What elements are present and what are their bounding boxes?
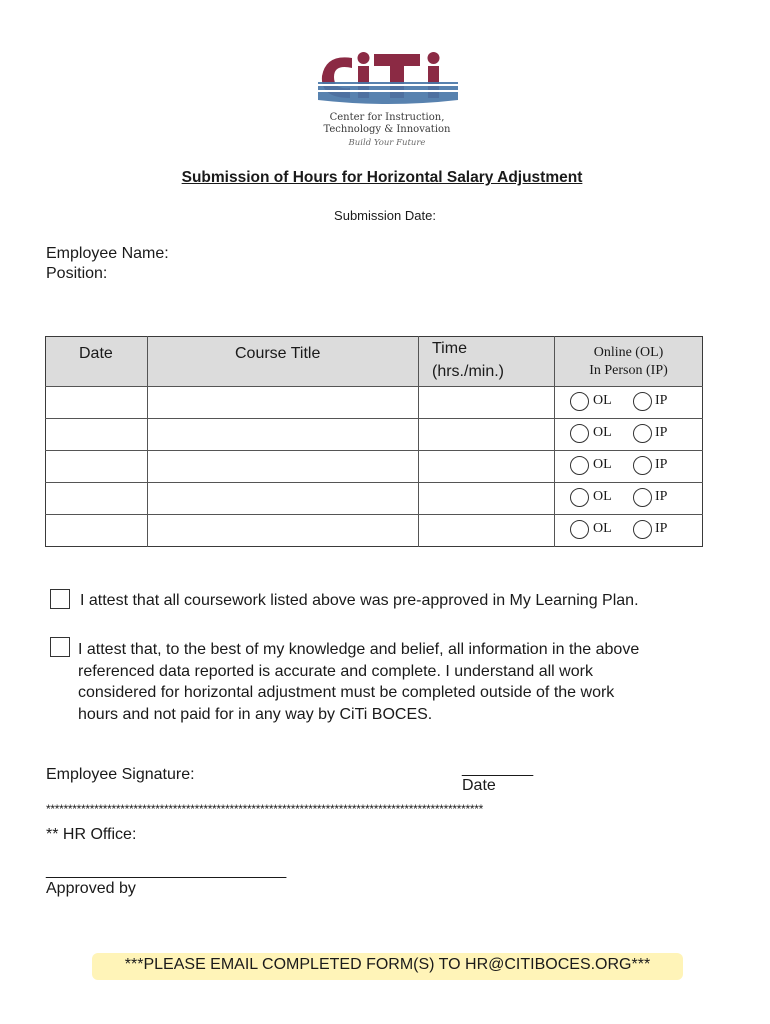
preapproval-attestation-text: I attest that all coursework listed above was pre-approved in My Learning Plan. bbox=[80, 592, 639, 609]
logo-line-1: Center for Instruction, bbox=[329, 112, 445, 123]
table-row bbox=[554, 386, 703, 418]
form-title: Submission of Hours for Horizontal Salary Adjustment bbox=[181, 169, 583, 186]
in-person-radio[interactable] bbox=[633, 424, 652, 443]
online-radio-label: OL bbox=[593, 489, 612, 504]
header-time-units: (hrs./min.) bbox=[432, 363, 504, 380]
employee-name-label: Employee Name: bbox=[46, 245, 169, 262]
online-radio[interactable] bbox=[570, 488, 589, 507]
online-radio-label: OL bbox=[593, 393, 612, 408]
in-person-radio-label: IP bbox=[655, 457, 668, 472]
accuracy-attestation-line-4: hours and not paid for in any way by CiTi BOCES. bbox=[78, 705, 433, 723]
accuracy-checkbox[interactable] bbox=[50, 637, 70, 657]
header-mode-online: Online (OL) bbox=[593, 345, 664, 360]
table-row bbox=[554, 418, 703, 450]
date-signature-line: ________ bbox=[462, 760, 534, 777]
in-person-radio[interactable] bbox=[633, 392, 652, 411]
online-radio-label: OL bbox=[593, 521, 612, 536]
approved-by-label: Approved by bbox=[46, 880, 136, 897]
accuracy-attestation-line-1: I attest that, to the best of my knowledge and belief, all information in the above bbox=[78, 641, 640, 658]
header-date: Date bbox=[79, 345, 113, 362]
accuracy-attestation-line-2: referenced data reported is accurate and complete. I understand all work bbox=[78, 662, 593, 680]
in-person-radio-label: IP bbox=[655, 521, 668, 536]
online-radio-label: OL bbox=[593, 457, 612, 472]
in-person-radio[interactable] bbox=[633, 520, 652, 539]
email-notice: ***PLEASE EMAIL COMPLETED FORM(S) TO HR@CITIBOCES.ORG*** bbox=[124, 956, 651, 973]
table-row bbox=[554, 482, 703, 514]
in-person-radio-label: IP bbox=[655, 489, 668, 504]
employee-signature-label: Employee Signature: bbox=[46, 766, 195, 783]
position-label: Position: bbox=[46, 265, 108, 282]
hours-table bbox=[45, 336, 703, 547]
header-mode-in-person: In Person (IP) bbox=[589, 363, 668, 378]
submission-date-label: Submission Date: bbox=[334, 208, 436, 223]
online-radio[interactable] bbox=[570, 520, 589, 539]
date-label: Date bbox=[462, 777, 496, 794]
in-person-radio-label: IP bbox=[655, 393, 668, 408]
hr-office-label: ** HR Office: bbox=[46, 826, 137, 843]
section-separator: **************************************************************************************************** bbox=[46, 802, 483, 816]
online-radio[interactable] bbox=[570, 392, 589, 411]
in-person-radio[interactable] bbox=[633, 488, 652, 507]
approved-by-line: ___________________________ bbox=[46, 862, 287, 879]
online-radio[interactable] bbox=[570, 456, 589, 475]
preapproval-checkbox[interactable] bbox=[50, 589, 70, 609]
table-row bbox=[554, 450, 703, 482]
in-person-radio-label: IP bbox=[655, 425, 668, 440]
logo-line-2: Technology & Innovation bbox=[323, 124, 451, 135]
header-course-title: Course Title bbox=[235, 345, 321, 362]
header-time: Time bbox=[432, 340, 467, 357]
in-person-radio[interactable] bbox=[633, 456, 652, 475]
column-divider bbox=[147, 336, 148, 547]
column-divider bbox=[418, 336, 419, 547]
logo-tagline: Build Your Future bbox=[348, 138, 426, 148]
accuracy-attestation-line-3: considered for horizontal adjustment must be completed outside of the work bbox=[78, 684, 615, 701]
online-radio[interactable] bbox=[570, 424, 589, 443]
citi-logo bbox=[312, 48, 462, 152]
citi-wordmark-graphic bbox=[312, 48, 462, 110]
online-radio-label: OL bbox=[593, 425, 612, 440]
table-row bbox=[554, 514, 703, 546]
